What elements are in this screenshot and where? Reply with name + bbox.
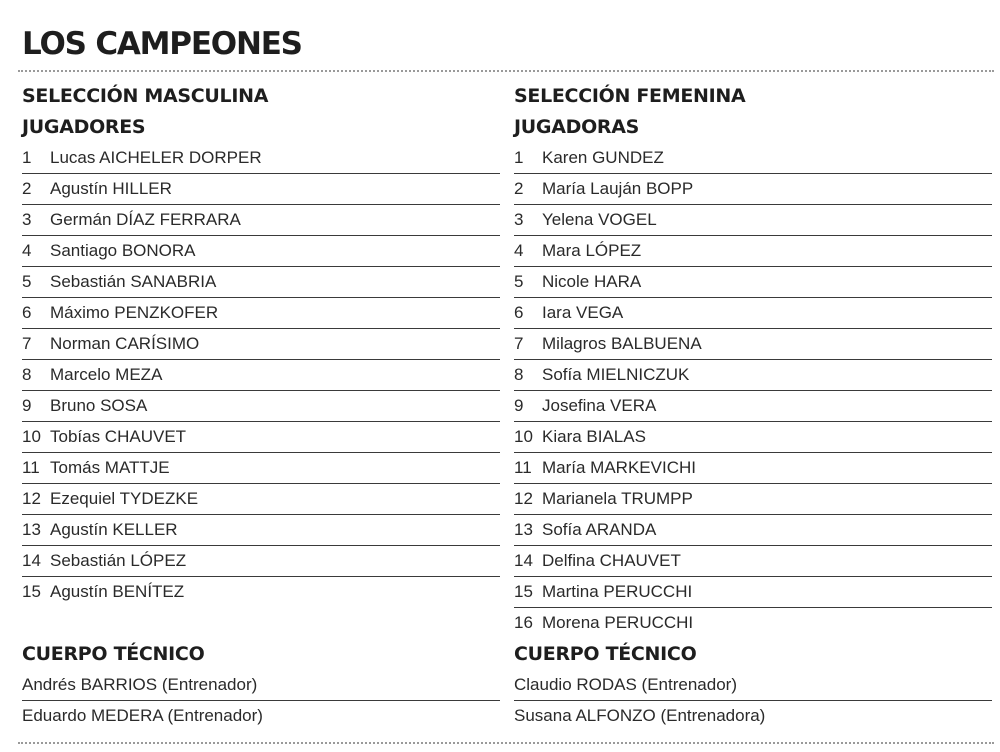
female-team-column (514, 81, 992, 732)
player-name: Agustín HILLER (50, 179, 172, 198)
female-players-heading: JUGADORAS (514, 116, 640, 138)
bottom-divider (18, 742, 994, 744)
player-row (22, 391, 500, 422)
player-row (514, 267, 992, 298)
player-row (514, 329, 992, 360)
female-team-heading: SELECCIÓN FEMENINA (514, 85, 746, 107)
staff-name: Claudio RODAS (Entrenador) (514, 675, 737, 694)
player-number: 13 (22, 520, 41, 539)
player-number: 8 (514, 365, 524, 384)
player-row (514, 391, 992, 422)
player-row (514, 236, 992, 267)
player-number: 14 (22, 551, 41, 570)
player-number: 5 (514, 272, 524, 291)
player-number: 6 (22, 303, 32, 322)
player-number: 1 (22, 148, 32, 167)
player-number: 10 (514, 427, 533, 446)
player-number: 6 (514, 303, 524, 322)
staff-row (22, 670, 500, 701)
player-name: Santiago BONORA (50, 241, 196, 260)
player-name: Máximo PENZKOFER (50, 303, 219, 322)
player-name: Sebastián SANABRIA (50, 272, 217, 291)
player-number: 13 (514, 520, 533, 539)
staff-row (514, 670, 992, 701)
player-number: 4 (22, 241, 32, 260)
player-name: Sofía MIELNICZUK (542, 365, 690, 384)
player-number: 15 (22, 582, 41, 601)
player-number: 14 (514, 551, 533, 570)
player-number: 12 (22, 489, 41, 508)
player-name: María MARKEVICHI (542, 458, 696, 477)
player-row (22, 360, 500, 391)
staff-name: Eduardo MEDERA (Entrenador) (22, 706, 263, 725)
player-name: Lucas AICHELER DORPER (50, 148, 262, 167)
player-name: Josefina VERA (542, 396, 657, 415)
player-name: Agustín BENÍTEZ (50, 582, 185, 601)
player-number: 16 (514, 613, 533, 632)
female-staff-list (514, 670, 992, 732)
player-name: Yelena VOGEL (542, 210, 657, 229)
player-row (22, 267, 500, 298)
player-number: 3 (514, 210, 524, 229)
player-number: 3 (22, 210, 32, 229)
top-divider (18, 70, 994, 72)
player-name: María Lauján BOPP (542, 179, 694, 198)
player-number: 10 (22, 427, 41, 446)
player-row (22, 515, 500, 546)
player-number: 15 (514, 582, 533, 601)
player-row (514, 205, 992, 236)
player-row (514, 360, 992, 391)
player-name: Agustín KELLER (50, 520, 178, 539)
player-number: 9 (22, 396, 32, 415)
player-number: 7 (22, 334, 32, 353)
player-row (22, 205, 500, 236)
player-name: Sofía ARANDA (542, 520, 657, 539)
player-number: 9 (514, 396, 524, 415)
player-row (514, 174, 992, 205)
female-players-list (514, 143, 992, 639)
player-number: 7 (514, 334, 524, 353)
player-number: 1 (514, 148, 524, 167)
player-row (514, 453, 992, 484)
player-number: 8 (22, 365, 32, 384)
player-name: Martina PERUCCHI (542, 582, 693, 601)
male-players-heading: JUGADORES (22, 116, 146, 138)
staff-name: Andrés BARRIOS (Entrenador) (22, 675, 258, 694)
player-row (22, 143, 500, 174)
player-number: 5 (22, 272, 32, 291)
player-number: 12 (514, 489, 533, 508)
player-name: Germán DÍAZ FERRARA (50, 210, 241, 229)
player-name: Norman CARÍSIMO (50, 334, 200, 353)
player-name: Marianela TRUMPP (542, 489, 693, 508)
player-row (514, 422, 992, 453)
player-number: 11 (514, 458, 532, 477)
player-row (514, 577, 992, 608)
player-row (514, 515, 992, 546)
player-row (514, 546, 992, 577)
player-name: Tomás MATTJE (50, 458, 170, 477)
player-name: Delfina CHAUVET (542, 551, 681, 570)
player-row (22, 422, 500, 453)
player-row (514, 484, 992, 515)
player-number: 2 (22, 179, 32, 198)
player-name: Marcelo MEZA (50, 365, 163, 384)
player-row (22, 236, 500, 267)
player-row (22, 546, 500, 577)
player-name: Morena PERUCCHI (542, 613, 694, 632)
staff-name: Susana ALFONZO (Entrenadora) (514, 706, 766, 725)
player-row (514, 608, 992, 639)
player-row (22, 484, 500, 515)
female-staff-heading: CUERPO TÉCNICO (514, 643, 697, 665)
male-staff-heading: CUERPO TÉCNICO (22, 643, 205, 665)
player-name: Iara VEGA (542, 303, 624, 322)
player-name: Bruno SOSA (50, 396, 148, 415)
player-row (514, 143, 992, 174)
page-title: LOS CAMPEONES (22, 26, 302, 62)
player-name: Sebastián LÓPEZ (50, 551, 187, 570)
player-number: 4 (514, 241, 524, 260)
player-row (22, 577, 500, 608)
player-row (22, 174, 500, 205)
male-staff-list (22, 670, 500, 732)
player-row (22, 329, 500, 360)
player-name: Karen GUNDEZ (542, 148, 664, 167)
player-number: 2 (514, 179, 524, 198)
male-team-column (22, 81, 500, 732)
staff-row (22, 701, 500, 732)
player-name: Mara LÓPEZ (542, 241, 642, 260)
player-row (22, 453, 500, 484)
player-number: 11 (22, 458, 40, 477)
male-team-heading: SELECCIÓN MASCULINA (22, 85, 269, 107)
player-name: Tobías CHAUVET (50, 427, 187, 446)
staff-row (514, 701, 992, 732)
player-row (22, 298, 500, 329)
male-players-list (22, 143, 500, 608)
player-row (514, 298, 992, 329)
player-name: Kiara BIALAS (542, 427, 646, 446)
player-name: Milagros BALBUENA (542, 334, 702, 353)
player-name: Nicole HARA (542, 272, 642, 291)
player-name: Ezequiel TYDEZKE (50, 489, 199, 508)
